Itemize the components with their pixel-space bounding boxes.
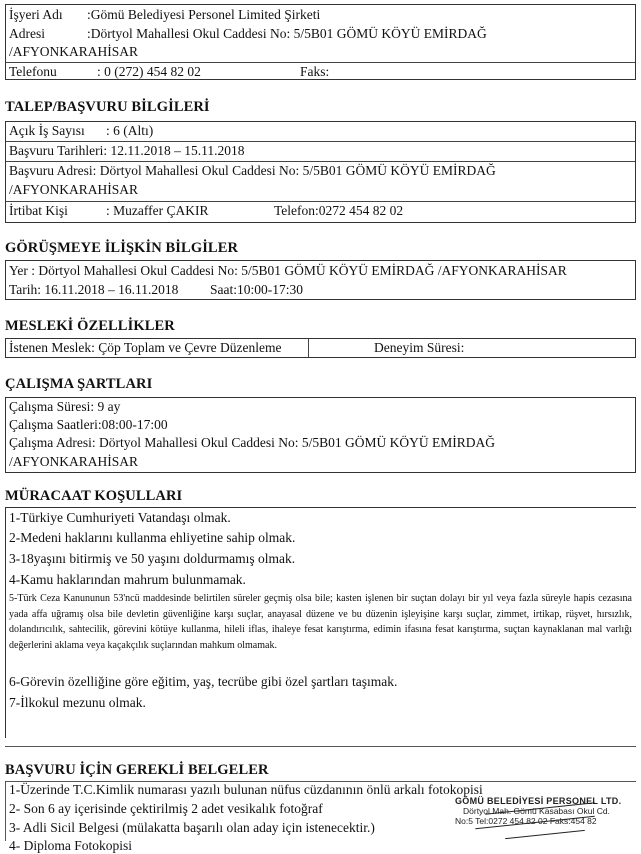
openings-label: Açık İş Sayısı (9, 123, 85, 138)
requirement-item: 3-18yaşını bitirmiş ve 50 yaşını doldurmamış olmak. (9, 551, 296, 566)
employer-address-cont: /AFYONKARAHİSAR (9, 44, 139, 59)
employer-phone-label: Telefonu (9, 64, 57, 79)
document-item: 1-Üzerinde T.C.Kimlik numarası yazılı bulunan nüfus cüzdanının önlü arkalı fotokopisi (9, 782, 483, 797)
requested-job: İstenen Meslek: Çöp Toplam ve Çevre Düzenleme (9, 340, 282, 355)
employer-name-value: :Gömü Belediyesi Personel Limited Şirketi (87, 7, 321, 22)
contact-phone: Telefon:0272 454 82 02 (274, 203, 404, 218)
requirement-item-legal: 5-Türk Ceza Kanununun 53'ncü maddesinde belirtilen süreler geçmiş olsa bile; kasten işlenen bir suçtan dolayı bir yıl veya fazla süreyle hapis cezasına yada affa uğramış olsa bile devletin güvenliğine karşı suçlar, anayasal düzene ve bu düzenin işleyişine karşı suçlar, zimmet, irtikap, rüşvet, hırsızlık, dolandırıcılık, sahtecilik, görevini kötüye kullanma, hileli iflas, ihaleye fesat karıştırma, edimin ifasına fesat karıştırma, suçtan kaynaklanan mal varlığı değerlerini aklama veya kaçakçılık suçlarından mahkum olmamak. (9, 593, 632, 651)
contact-label: İrtibat Kişi (9, 203, 68, 218)
stamp-line-3: No:5 Tel:0272 454 82 02 Faks:454 82 (455, 816, 597, 826)
requirement-item: 7-İlkokul mezunu olmak. (9, 695, 146, 710)
employer-address-value: :Dörtyol Mahallesi Okul Caddesi No: 5/5B01 GÖMÜ KÖYÜ EMİRDAĞ (87, 26, 487, 41)
interview-date: Tarih: 16.11.2018 – 16.11.2018 (9, 282, 179, 297)
application-title: TALEP/BAŞVURU BİLGİLERİ (5, 99, 210, 115)
stamp-line-1: GÖMÜ BELEDİYESİ PERSONEL LTD. (455, 796, 622, 806)
interview-info-box (5, 260, 636, 300)
application-dates: Başvuru Tarihleri: 12.11.2018 – 15.11.2018 (9, 143, 245, 158)
requirement-item: 6-Görevin özelliğine göre eğitim, yaş, tecrübe gibi özel şartları taşımak. (9, 674, 398, 689)
work-hours: Çalışma Saatleri:08:00-17:00 (9, 417, 168, 432)
openings-value: : 6 (Altı) (106, 123, 154, 138)
profession-divider (308, 339, 309, 357)
stamp-signature-stroke (505, 830, 585, 839)
interview-place: Yer : Dörtyol Mahallesi Okul Caddesi No: 5/5B01 GÖMÜ KÖYÜ EMİRDAĞ /AFYONKARAHİSAR (9, 263, 567, 278)
documents-left-border (5, 781, 6, 841)
interview-time: Saat:10:00-17:30 (210, 282, 303, 297)
documents-title: BAŞVURU İÇİN GEREKLİ BELGELER (5, 762, 269, 778)
conditions-title: ÇALIŞMA ŞARTLARI (5, 376, 153, 392)
interview-title: GÖRÜŞMEYE İLİŞKİN BİLGİLER (5, 240, 239, 256)
requirements-bottom-line (5, 746, 636, 747)
employer-fax-label: Faks: (300, 64, 330, 79)
requirement-item: 1-Türkiye Cumhuriyeti Vatandaşı olmak. (9, 510, 231, 525)
stamp-line-2: Dörtyol Mah. Gömü Kasabası Okul Cd. (463, 806, 610, 816)
work-address-line2: /AFYONKARAHİSAR (9, 454, 139, 469)
application-address-line2: /AFYONKARAHİSAR (9, 182, 139, 197)
work-duration: Çalışma Süresi: 9 ay (9, 399, 121, 414)
application-info-box (5, 121, 636, 223)
requirement-item: 4-Kamu haklarından mahrum bulunmamak. (9, 572, 246, 587)
profession-info-box (5, 338, 636, 358)
document-item: 4- Diploma Fotokopisi (9, 838, 133, 853)
company-stamp (455, 796, 641, 846)
conditions-info-box (5, 397, 636, 473)
experience-label: Deneyim Süresi: (374, 340, 465, 355)
requirements-box (5, 507, 636, 738)
application-address-line1: Başvuru Adresi: Dörtyol Mahallesi Okul Caddesi No: 5/5B01 GÖMÜ KÖYÜ EMİRDAĞ (9, 163, 496, 178)
document-item: 2- Son 6 ay içerisinde çektirilmiş 2 adet vesikalık fotoğraf (9, 801, 323, 816)
employer-address-label: Adresi (9, 26, 45, 41)
employer-phone-value: : 0 (272) 454 82 02 (97, 64, 201, 79)
employer-info-box (5, 4, 636, 80)
requirements-title: MÜRACAAT KOŞULLARI (5, 488, 183, 504)
document-item: 3- Adli Sicil Belgesi (mülakatta başarılı olan aday için istenecektir.) (9, 820, 375, 835)
employer-name-label: İşyeri Adı (9, 7, 63, 22)
work-address-line1: Çalışma Adresi: Dörtyol Mahallesi Okul Caddesi No: 5/5B01 GÖMÜ KÖYÜ EMİRDAĞ (9, 435, 495, 450)
profession-title: MESLEKİ ÖZELLİKLER (5, 318, 175, 334)
requirement-item: 2-Medeni haklarını kullanma ehliyetine sahip olmak. (9, 530, 296, 545)
contact-value: : Muzaffer ÇAKIR (106, 203, 209, 218)
